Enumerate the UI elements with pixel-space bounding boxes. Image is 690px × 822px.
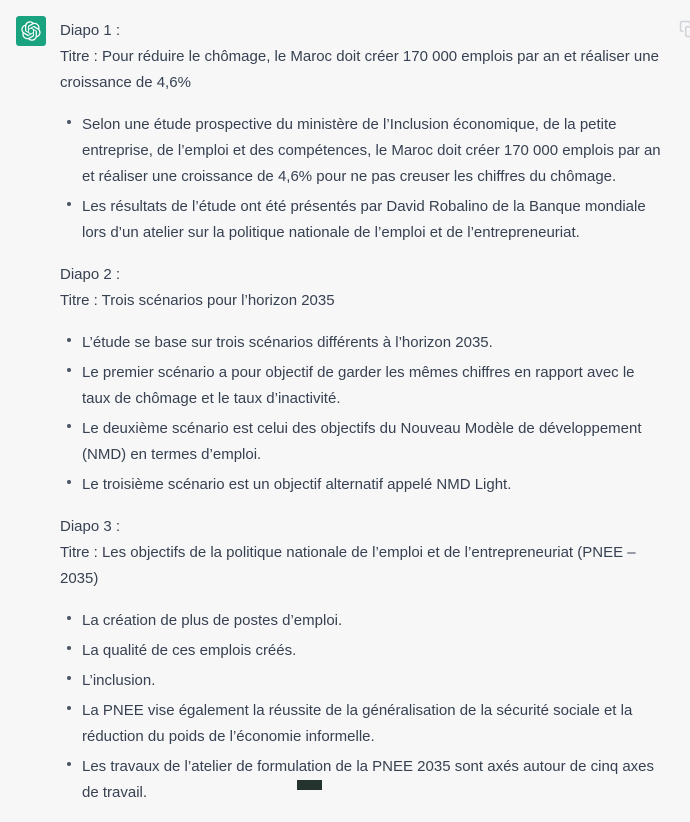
bullet-icon bbox=[67, 338, 71, 342]
bullet-text: Le troisième scénario est un objectif alternatif appelé NMD Light. bbox=[82, 476, 512, 493]
bullet-text: Les travaux de l’atelier de formulation de la PNEE 2035 sont axés autour de cinq axes de travail. bbox=[82, 758, 655, 801]
list-item bbox=[60, 638, 664, 664]
slide-3-bullet-list bbox=[60, 608, 664, 806]
bullet-icon bbox=[67, 368, 71, 372]
bullet-text: Les résultats de l’étude ont été présentés par David Robalino de la Banque mondiale lors d’un atelier sur la politique nationale de l’emploi et de l’entrepreneuriat. bbox=[82, 198, 646, 241]
list-item bbox=[60, 330, 664, 356]
list-item bbox=[60, 754, 664, 806]
slide-1-title: Titre : Pour réduire le chômage, le Maroc doit créer 170 000 emplois par an et réaliser une croissance de 4,6% bbox=[60, 48, 659, 91]
bullet-icon bbox=[67, 676, 71, 680]
bullet-text: L’étude se base sur trois scénarios différents à l’horizon 2035. bbox=[82, 334, 493, 351]
list-item bbox=[60, 608, 664, 634]
message-content bbox=[60, 16, 664, 822]
bullet-text: L’inclusion. bbox=[82, 672, 156, 689]
slide-3-title: Titre : Les objectifs de la politique nationale de l’emploi et de l’entrepreneuriat (PNEE – 2035) bbox=[60, 544, 636, 587]
bullet-text: Selon une étude prospective du ministère de l’Inclusion économique, de la petite entreprise, de l’emploi et des compétences, le Maroc doit créer 170 000 emplois par an et réaliser une croissance de 4,6% pour ne pas creuser les chiffres du chômage. bbox=[82, 116, 661, 185]
bullet-icon bbox=[67, 480, 71, 484]
bullet-icon bbox=[67, 120, 71, 124]
bullet-icon bbox=[67, 762, 71, 766]
bullet-text: La création de plus de postes d’emploi. bbox=[82, 612, 343, 629]
slide-1-bullet-list bbox=[60, 112, 664, 246]
list-item bbox=[60, 360, 664, 412]
bullet-icon bbox=[67, 616, 71, 620]
cropped-bottom-element bbox=[297, 780, 322, 790]
slide-1-header bbox=[60, 18, 664, 96]
list-item bbox=[60, 472, 664, 498]
slide-2-header bbox=[60, 262, 664, 314]
slide-2-bullet-list bbox=[60, 330, 664, 498]
assistant-avatar bbox=[16, 16, 46, 46]
clipboard-icon bbox=[679, 20, 690, 38]
copy-button[interactable] bbox=[679, 20, 690, 38]
list-item bbox=[60, 668, 664, 694]
list-item bbox=[60, 698, 664, 750]
bullet-text: Le deuxième scénario est celui des objectifs du Nouveau Modèle de développement (NMD) en termes d’emploi. bbox=[82, 420, 642, 463]
slide-1-label: Diapo 1 : bbox=[60, 22, 121, 39]
list-item bbox=[60, 112, 664, 190]
bullet-icon bbox=[67, 646, 71, 650]
bullet-text: La PNEE vise également la réussite de la généralisation de la sécurité sociale et la réduction du poids de l’économie informelle. bbox=[82, 702, 633, 745]
bullet-text: La qualité de ces emplois créés. bbox=[82, 642, 297, 659]
slide-3-header bbox=[60, 514, 664, 592]
openai-logo-icon bbox=[21, 21, 41, 41]
list-item bbox=[60, 194, 664, 246]
bullet-icon bbox=[67, 424, 71, 428]
bullet-icon bbox=[67, 202, 71, 206]
bullet-icon bbox=[67, 706, 71, 710]
bullet-text: Le premier scénario a pour objectif de garder les mêmes chiffres en rapport avec le taux de chômage et le taux d’inactivité. bbox=[82, 364, 635, 407]
slide-3-label: Diapo 3 : bbox=[60, 518, 121, 535]
slide-2-title: Titre : Trois scénarios pour l’horizon 2035 bbox=[60, 292, 335, 309]
list-item bbox=[60, 416, 664, 468]
slide-2-label: Diapo 2 : bbox=[60, 266, 121, 283]
